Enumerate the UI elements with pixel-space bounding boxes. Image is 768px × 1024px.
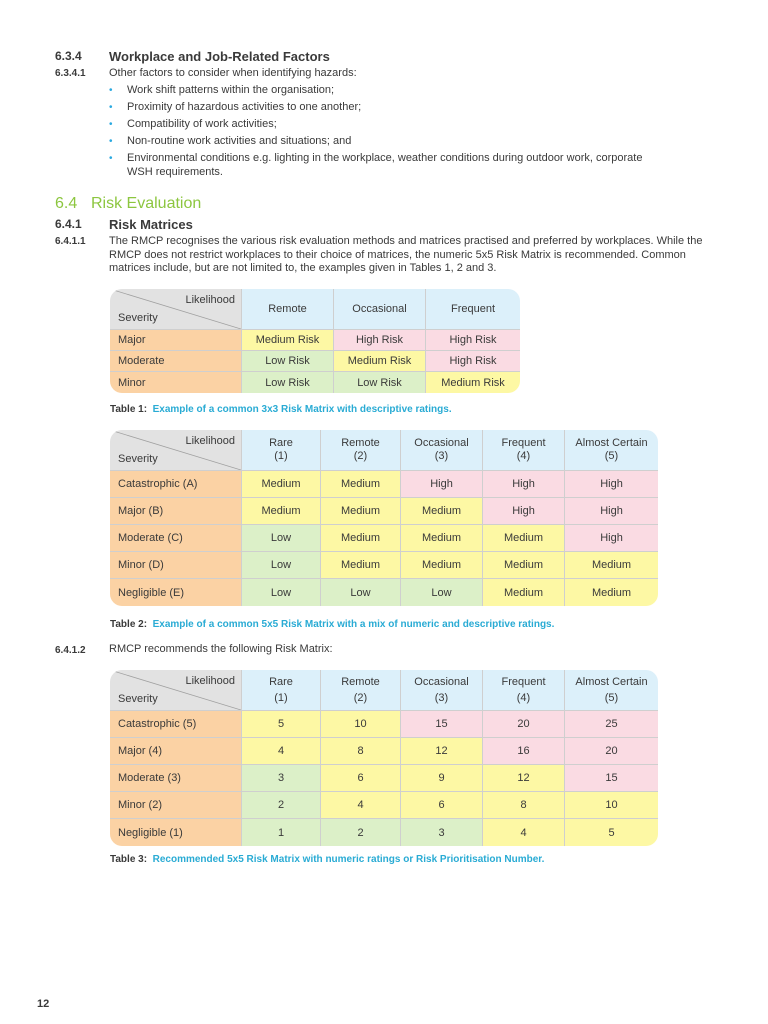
list-item: • Compatibility of work activities; — [109, 118, 277, 130]
section-title: Workplace and Job-Related Factors — [109, 49, 330, 64]
table-row: Major (4) 4 8 12 16 20 — [110, 738, 658, 765]
matrix-corner-cell — [110, 670, 242, 711]
table-row: Moderate Low Risk Medium Risk High Risk — [110, 351, 520, 372]
page-number: 12 — [37, 998, 50, 1010]
list-item: • Non-routine work activities and situations; and — [109, 135, 352, 147]
paragraph-number: 6.4.1.1 — [55, 236, 86, 247]
matrix-corner-cell — [110, 289, 242, 330]
column-header: Rare (1) — [242, 670, 321, 711]
section-title-green: Risk Evaluation — [91, 195, 202, 212]
section-number: 6.3.4 — [55, 49, 82, 63]
table-row: Minor (2) 2 4 6 8 10 — [110, 792, 658, 819]
table-row: Moderate (3) 3 6 9 12 15 — [110, 765, 658, 792]
column-header: Rare (1) — [242, 430, 321, 471]
paragraph-body: RMCP recommends the following Risk Matrix: — [109, 643, 333, 655]
list-item: • Environmental conditions e.g. lighting in the workplace, weather conditions during outdoor work, corporate WSH requirements. — [109, 152, 643, 178]
table-row: Minor Low Risk Low Risk Medium Risk — [110, 372, 520, 393]
table-row: Minor (D) Low Medium Medium Medium Medium — [110, 552, 658, 579]
column-header: Almost Certain (5) — [565, 670, 658, 711]
severity-label: Severity — [118, 312, 158, 324]
column-header: Frequent (4) — [483, 670, 565, 711]
severity-label: Severity — [118, 453, 158, 465]
subsection-title: Risk Matrices — [109, 217, 193, 232]
risk-matrix-5x5-descriptive — [110, 430, 658, 606]
table-caption: Table 2: Example of a common 5x5 Risk Matrix with a mix of numeric and descriptive ratings. — [110, 619, 555, 630]
table-caption: Table 3: Recommended 5x5 Risk Matrix with numeric ratings or Risk Prioritisation Number. — [110, 854, 545, 865]
column-header: Occasional — [334, 289, 426, 330]
risk-matrix-5x5-numeric — [110, 670, 658, 846]
severity-label: Severity — [118, 693, 158, 705]
bullet-icon: • — [109, 136, 113, 147]
table-row: Negligible (E) Low Low Low Medium Medium — [110, 579, 658, 606]
table-row: Catastrophic (5) 5 10 15 20 25 — [110, 711, 658, 738]
table-row: Major Medium Risk High Risk High Risk — [110, 330, 520, 351]
table-caption: Table 1: Example of a common 3x3 Risk Matrix with descriptive ratings. — [110, 404, 452, 415]
bullet-icon: • — [109, 102, 113, 113]
bullet-icon: • — [109, 85, 113, 96]
paragraph-number: 6.4.1.2 — [55, 645, 86, 656]
column-header: Remote (2) — [321, 430, 401, 471]
list-item: • Proximity of hazardous activities to one another; — [109, 101, 362, 113]
paragraph-number: 6.3.4.1 — [55, 68, 86, 79]
likelihood-label: Likelihood — [185, 675, 235, 687]
table-row: Moderate (C) Low Medium Medium Medium High — [110, 525, 658, 552]
paragraph-intro: Other factors to consider when identifying hazards: — [109, 67, 357, 79]
table-row: Catastrophic (A) Medium Medium High High High — [110, 471, 658, 498]
section-number-green: 6.4 — [55, 195, 78, 212]
column-header: Occasional (3) — [401, 430, 483, 471]
column-header: Occasional (3) — [401, 670, 483, 711]
list-item: • Work shift patterns within the organisation; — [109, 84, 335, 96]
hazard-factor-list — [109, 84, 669, 183]
column-header: Almost Certain (5) — [565, 430, 658, 471]
bullet-icon: • — [109, 153, 113, 164]
subsection-number: 6.4.1 — [55, 217, 82, 231]
column-header: Frequent — [426, 289, 520, 330]
likelihood-label: Likelihood — [185, 294, 235, 306]
bullet-icon: • — [109, 119, 113, 130]
table-row: Major (B) Medium Medium Medium High High — [110, 498, 658, 525]
likelihood-label: Likelihood — [185, 435, 235, 447]
column-header: Remote (2) — [321, 670, 401, 711]
column-header: Remote — [242, 289, 334, 330]
column-header: Frequent (4) — [483, 430, 565, 471]
table-row: Negligible (1) 1 2 3 4 5 — [110, 819, 658, 846]
paragraph-body: The RMCP recognises the various risk evaluation methods and matrices practised and preferred by workplaces. While the RMCP does not restrict workplaces to their choice of matrices, the numeric 5x5 Risk Matrix is recommended. Common matrices include, but are not limited to, the examples given in Tables 1, 2 and 3. — [109, 235, 703, 274]
matrix-corner-cell — [110, 430, 242, 471]
risk-matrix-3x3 — [110, 289, 520, 393]
